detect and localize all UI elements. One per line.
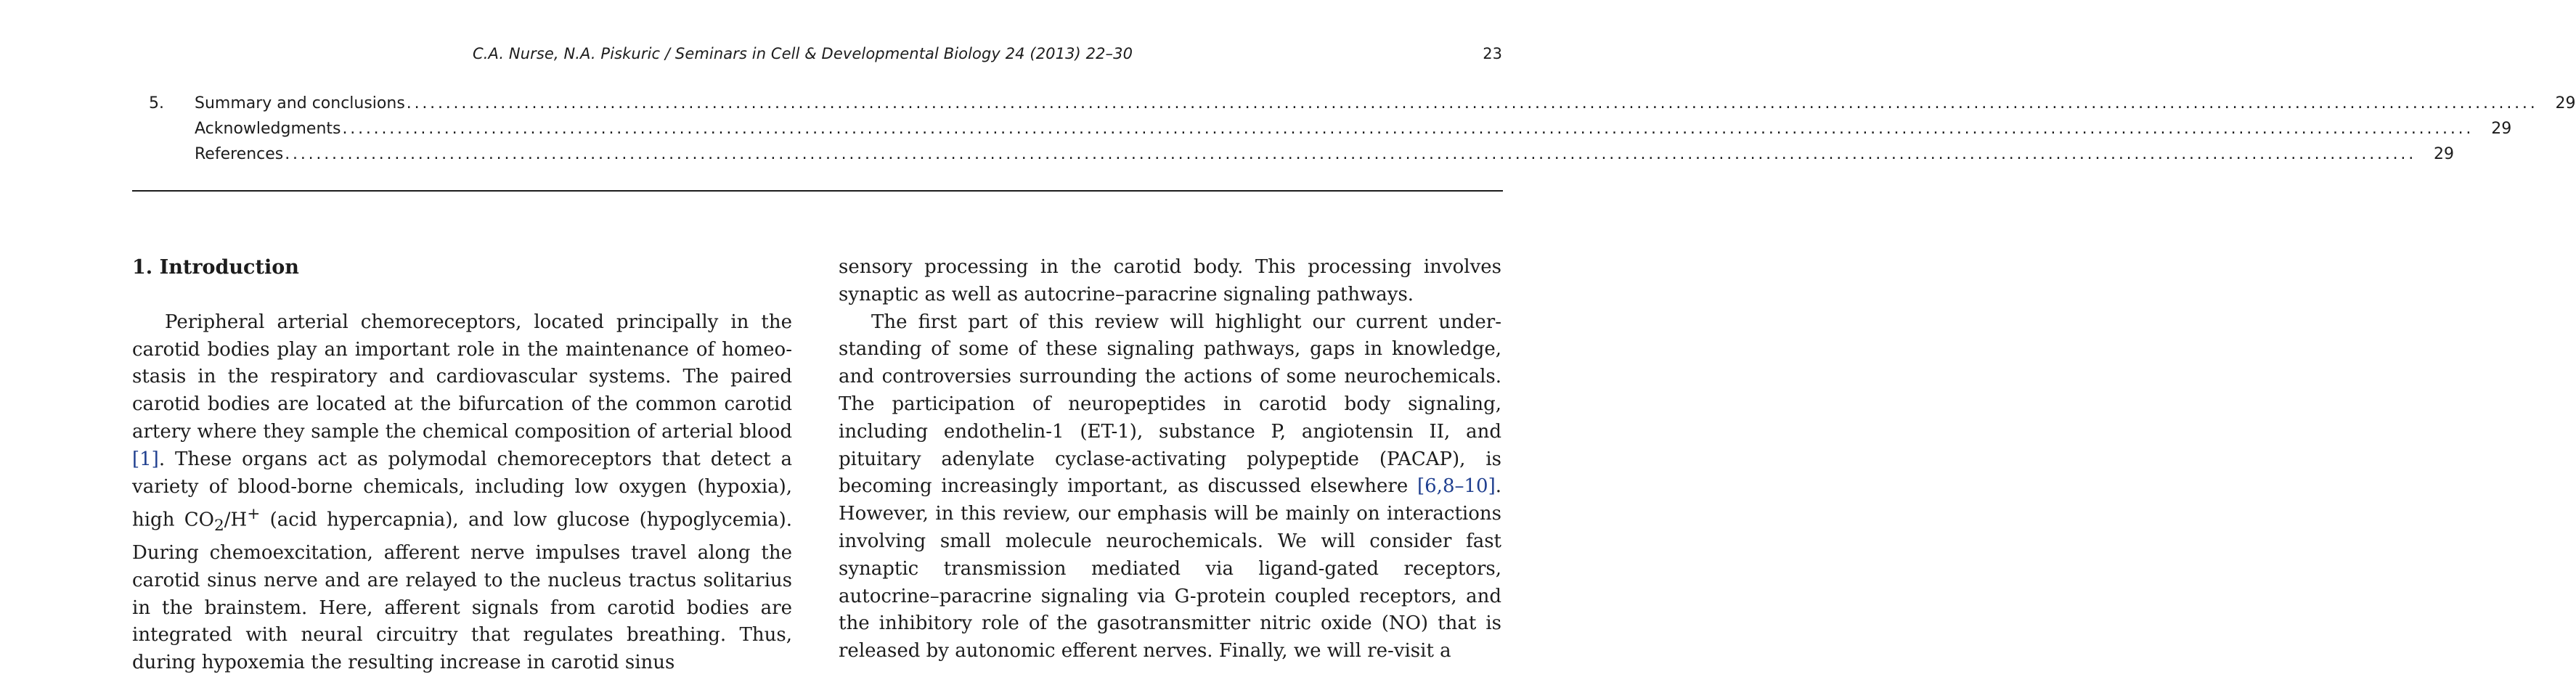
toc-entry-title: Summary and conclusions: [195, 94, 405, 112]
section-heading-introduction: 1. Introduction: [132, 256, 299, 279]
toc-entry[interactable]: [149, 116, 2512, 141]
intro-paragraph-1: [132, 309, 792, 677]
page-number: 23: [1483, 45, 1502, 62]
paragraph-text: . These organs act as polymodal chemoreceptors that detect a variety of blood-borne chemicals, including low oxygen (hypoxia), high CO: [132, 448, 792, 532]
paragraph-text: Peripheral arterial chemoreceptors, located principally in the carotid bodies play an important role in the maintenance of homeostasis in the respiratory and cardiovascular systems. The paired carotid bodies are located at the bifurcation of the common carotid artery where they sample the chemical composition of arterial blood: [132, 311, 792, 443]
toc-entry-title: Acknowledgments: [195, 120, 341, 138]
toc-entry-page: 29: [2555, 94, 2576, 112]
toc-entry-number: 5.: [149, 94, 164, 112]
journal-running-title: C.A. Nurse, N.A. Piskuric / Seminars in Cell & Developmental Biology 24 (2013) 22–30: [472, 45, 1133, 62]
citation-link[interactable]: [6,8–10]: [1417, 475, 1496, 498]
toc-entry[interactable]: [149, 91, 2576, 116]
toc-entry[interactable]: [149, 141, 2454, 167]
toc-dot-leader: ................................................................................................................................................................................................................................................................................: [285, 145, 2416, 163]
table-of-contents: [149, 91, 2576, 167]
toc-entry-title: References: [195, 145, 284, 163]
paragraph-text: . However, in this review, our emphasis will be mainly on interactions involving small molecule neurochemicals. We will consider fast synaptic transmission mediated via ligand-gated receptors, autocrine–paracrine signaling via G-protein coupled receptors, and the inhibitory role of the gasotransmitter nitric oxide (NO) that is released by autonomic efferent nerves. Finally, we will re-visit a: [839, 475, 1501, 662]
toc-entry-page: 29: [2491, 120, 2512, 138]
toc-dot-leader: ................................................................................................................................................................................................................................................................................: [406, 94, 2538, 112]
intro-paragraph-2: [839, 309, 1501, 665]
intro-paragraph-continued: sensory processing in the carotid body. This processing involves synaptic as well as autocrine–paracrine signaling pathways.: [839, 256, 1501, 305]
paragraph-text: (acid hypercapnia), and low glucose (hypoglycemia). During chemoexcitation, afferent nerve impulses travel along the carotid sinus nerve and are relayed to the nucleus tractus solitarius in the brainstem. Here, afferent signals from carotid bodies are integrated with neural circuitry that regulates breathing. Thus, during hypoxemia the resulting increase in carotid sinus: [132, 509, 792, 674]
paragraph-text: The first part of this review will highlight our current understanding of some of these signaling pathways, gaps in knowledge, and controversies surrounding the actions of some neurochemicals. The participation of neuropeptides in carotid body signaling, including endothelin-1 (ET-1), substance P, angiotensin II, and pituitary adenylate cyclase-activating polypeptide (PACAP), is becoming increasingly important, as discussed elsewhere: [839, 311, 1501, 498]
toc-dot-leader: ................................................................................................................................................................................................................................................................................: [342, 120, 2474, 138]
superscript-text: +: [247, 505, 261, 524]
running-head: [0, 41, 1605, 67]
paragraph-text: /H: [224, 509, 248, 532]
citation-link[interactable]: [1]: [132, 448, 159, 470]
toc-divider-rule: [132, 190, 1503, 192]
toc-entry-page: 29: [2434, 145, 2454, 163]
left-text-column: [132, 254, 792, 677]
subscript-text: 2: [213, 517, 224, 536]
right-text-column: [839, 254, 1501, 665]
